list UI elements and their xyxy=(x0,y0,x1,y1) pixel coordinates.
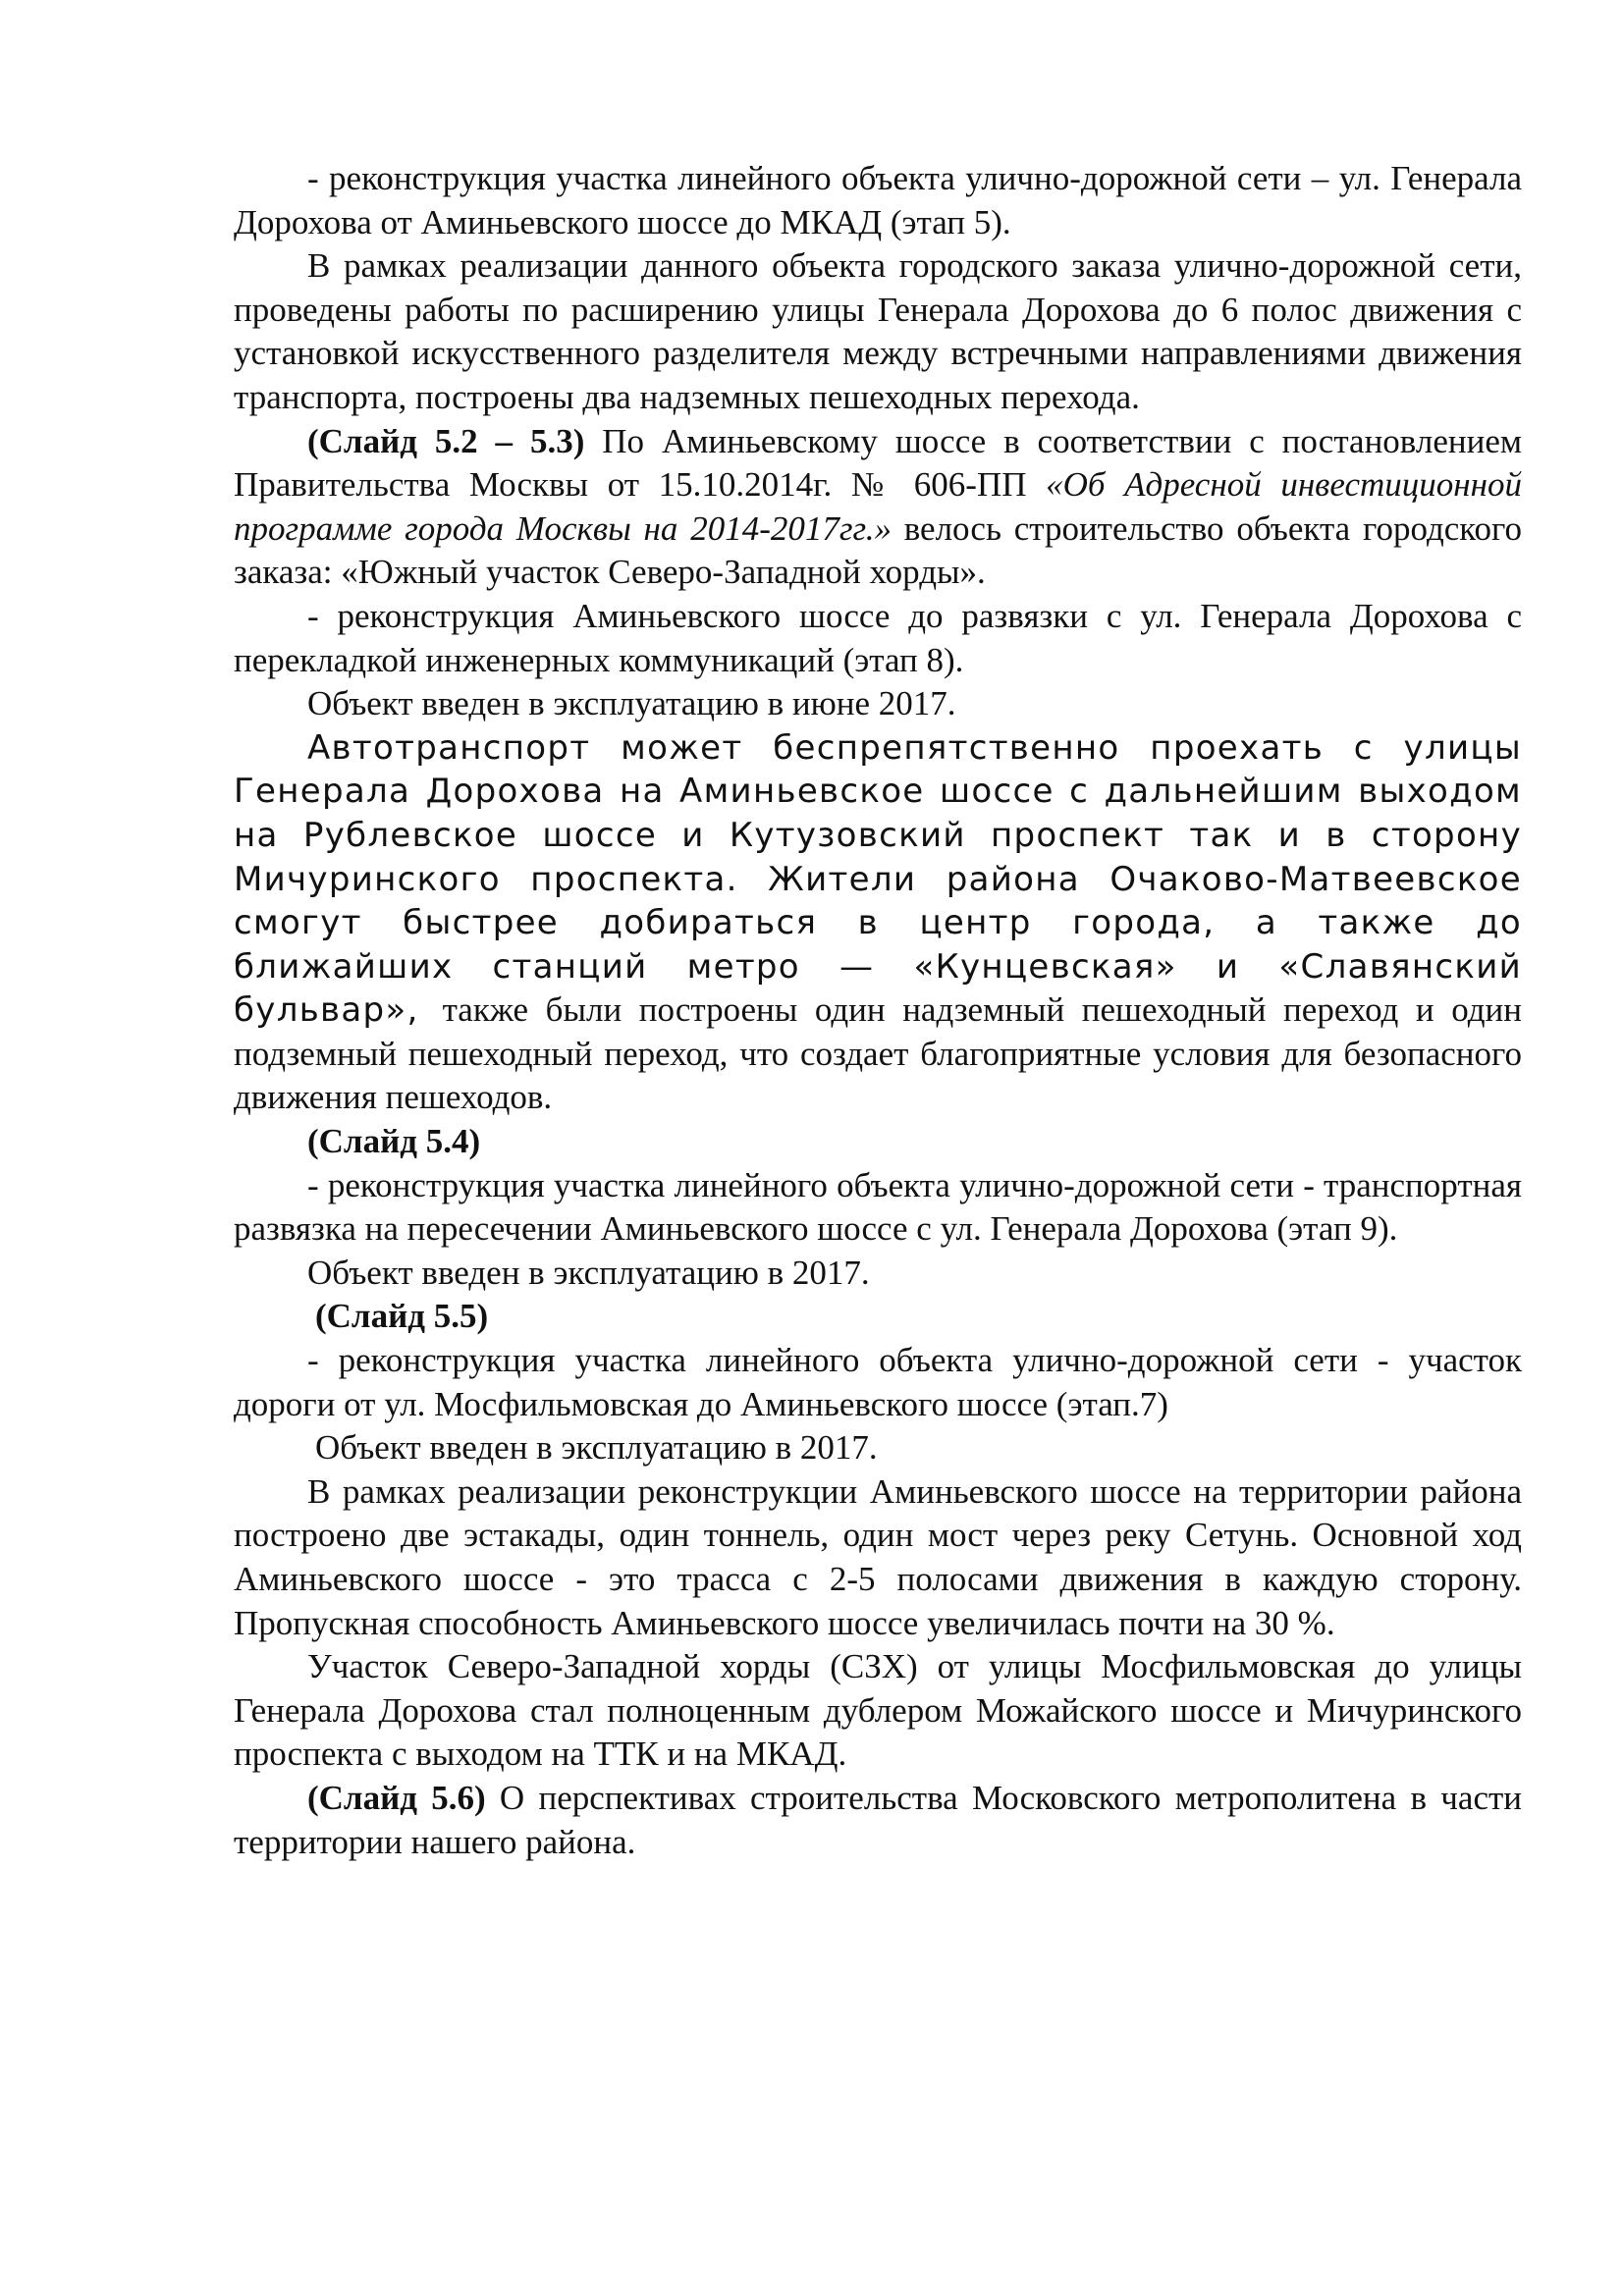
paragraph-text: О перспективах строительства Московского метрополитена в части территории нашего района. xyxy=(234,1778,1522,1861)
paragraph-dorokhova-stage5: - реконструкция участка линейного объекта улично-дорожной сети – ул. Генерала Дорохова от Аминьевского шоссе до МКАД (этап 5). xyxy=(234,159,1522,241)
paragraph-aminyevskoe-stage8: - реконструкция Аминьевского шоссе до развязки с ул. Генерала Дорохова с перекладкой инженерных коммуникаций (этап 8). xyxy=(234,596,1522,679)
document-page xyxy=(234,157,1522,1864)
paragraph-text: велось строительство объекта городского заказа: «Южный участок Северо-Западной хорды». xyxy=(234,508,1523,592)
slide-reference: (Слайд 5.2 – 5.3) xyxy=(307,421,585,460)
paragraph-text-sans: Автотранспорт может беспрепятственно проехать с улицы Генерала Дорохова на Аминьевское шоссе с дальнейшим выходом на Рублевское шоссе и Кутузовский проспект так и в сторону Мичуринского проспекта. Жители района Очаково-Матвеевское смогут быстрее добираться в центр города, а также до ближайших станций метро — «Кунцевская» и «Славянский бульвар», xyxy=(234,727,1522,1031)
paragraph-interchange-stage9: - реконструкция участка линейного объекта улично-дорожной сети - транспортная развязка на пересечении Аминьевского шоссе с ул. Генерала Дорохова (этап 9). xyxy=(234,1165,1522,1249)
paragraph-commissioned-2017: Объект введен в эксплуатацию в 2017. xyxy=(307,1253,870,1292)
paragraph-road-widening: В рамках реализации данного объекта городского заказа улично-дорожной сети, проведены работы по расширению улицы Генерала Дорохова до 6 полос движения с установкой искусственного разделителя между встречными направлениями движения транспорта, построены два надземных пешеходных перехода. xyxy=(234,246,1522,416)
slide-heading-5-5: (Слайд 5.5) xyxy=(315,1297,489,1336)
paragraph-reconstruction-results: В рамках реализации реконструкции Аминьевского шоссе на территории района построено две эстакады, один тоннель, один мост через реку Сетунь. Основной ход Аминьевского шоссе - это трасса с 2-5 полосами движения в каждую сторону. Пропускная способность Аминьевского шоссе увеличилась почти на 30 %. xyxy=(234,1471,1522,1642)
paragraph-text: также были построены один надземный пешеходный переход и один подземный пешеходный переход, что создает благоприятные условия для безопасного движения пешеходов. xyxy=(234,990,1522,1117)
slide-heading-5-4: (Слайд 5.4) xyxy=(307,1122,481,1161)
paragraph-text: По Аминьевскому шоссе в соответствии с постановлением Правительства Москвы от 15.10.2014г. № 606-ПП xyxy=(234,421,1523,505)
paragraph-commissioned-2017-b: Объект введен в эксплуатацию в 2017. xyxy=(315,1428,878,1468)
paragraph-traffic-access xyxy=(234,726,1522,1120)
paragraph-metro-prospects xyxy=(234,1777,1522,1864)
slide-reference: (Слайд 5.6) xyxy=(307,1778,486,1817)
paragraph-mosfilmovskaya-stage7: - реконструкция участка линейного объекта улично-дорожной сети - участок дороги от ул. Мосфильмовская до Аминьевского шоссе (этап.7) xyxy=(234,1341,1522,1423)
paragraph-szkh-section: Участок Северо-Западной хорды (СЗХ) от улицы Мосфильмовская до улицы Генерала Дорохова стал полноценным дублером Можайского шоссе и Мичуринского проспекта с выходом на ТТК и на МКАД. xyxy=(234,1647,1522,1774)
paragraph-aminyevskoe-program xyxy=(234,420,1522,595)
program-title: «Об Адресной инвестиционной программе города Москвы на 2014-2017гг.» xyxy=(234,465,1522,548)
paragraph-commissioned-june: Объект введен в эксплуатацию в июне 2017. xyxy=(307,684,956,723)
